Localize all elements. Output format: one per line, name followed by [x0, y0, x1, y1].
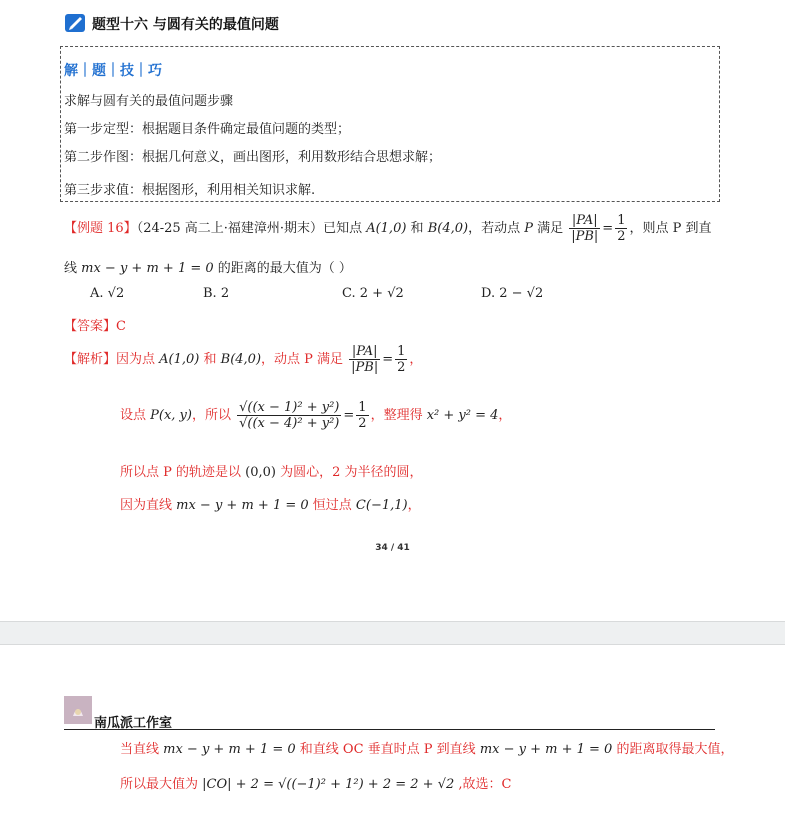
analysis-text: ，所以 [191, 408, 236, 423]
analysis-line-1 [64, 344, 422, 375]
line-equation: mx − y + m + 1 = 0 [81, 261, 214, 276]
point-b: B(4,0) [427, 221, 469, 236]
fraction-denominator: 2 [358, 416, 367, 431]
option-label: B. [203, 286, 217, 301]
studio-logo [64, 696, 92, 724]
option-label: D. [481, 286, 496, 301]
analysis-line-3 [120, 461, 423, 480]
half-fraction [356, 400, 368, 431]
fraction-denominator: √((x − 4)² + y²) [239, 416, 340, 431]
tips-step-3: 第三步求值：根据图形，利用相关知识求解. [64, 183, 316, 198]
analysis-line-4 [120, 494, 421, 513]
page-break [0, 621, 785, 645]
fraction-numerator: |PA| [569, 213, 600, 229]
analysis-text: 所以最大值为 [120, 777, 203, 792]
fraction-numerator: 1 [358, 400, 367, 415]
fraction-denominator: 2 [397, 360, 406, 375]
analysis-label: 【解析】 [64, 352, 117, 367]
analysis-text: ,故选：C [454, 777, 512, 792]
section-icon [64, 12, 88, 34]
equals-sign: = [343, 408, 355, 423]
option-label: A. [90, 286, 104, 301]
section-title: 题型十六 与圆有关的最值问题 [92, 17, 279, 33]
analysis-text: 所以点 P 的轨迹是以 [120, 465, 246, 480]
example-text: ，则点 P 到直 [629, 221, 712, 236]
fraction-numerator: 1 [397, 344, 406, 359]
analysis-text: ，整理得 [370, 408, 427, 423]
equals-sign: = [602, 221, 614, 236]
header-rule [64, 729, 715, 730]
option-value: √2 [107, 286, 125, 301]
equals-sign: = [382, 352, 394, 367]
analysis-text: 和 [199, 352, 221, 367]
ratio-fraction [569, 213, 600, 244]
tips-heading: 解｜题｜技｜巧 [64, 63, 162, 79]
analysis-text: 为圆心，2 为半径的圆， [275, 465, 423, 480]
tips-intro: 求解与圆有关的最值问题步骤 [64, 94, 234, 109]
analysis-text: 当直线 [120, 742, 164, 757]
point-a: A(1,0) [159, 352, 200, 367]
example-text: 和 [406, 221, 428, 236]
example-text: ，若动点 [468, 221, 525, 236]
tips-step-2: 第二步作图：根据几何意义，画出图形，利用数形结合思想求解； [64, 150, 442, 165]
analysis-text: 的距离取得最大值， [612, 742, 734, 757]
half-fraction [615, 213, 627, 244]
analysis-line-6 [120, 773, 511, 792]
answer-label: 【答案】 [64, 319, 117, 334]
point-p: P [524, 221, 533, 236]
option-value: 2 − √2 [499, 286, 544, 301]
option-a[interactable] [90, 286, 124, 301]
circle-equation: x² + y² = 4 [426, 408, 499, 423]
analysis-line-5 [120, 738, 733, 757]
point-a: A(1,0) [366, 221, 407, 236]
line-equation: mx − y + m + 1 = 0 [176, 498, 309, 513]
example-line-1 [64, 213, 711, 244]
ratio-fraction [349, 344, 380, 375]
analysis-line-2 [120, 400, 511, 431]
analysis-text: 恒过点 [308, 498, 356, 513]
analysis-text: ，动点 P 满足 [261, 352, 348, 367]
point-c: C(−1,1) [355, 498, 408, 513]
max-value-expression: |CO| + 2 = √((−1)² + 1²) + 2 = 2 + √2 [202, 777, 455, 792]
half-fraction [395, 344, 407, 375]
page-number: 34 / 41 [375, 543, 410, 553]
fraction-denominator: |PB| [571, 229, 599, 244]
fraction-numerator: 1 [617, 213, 626, 228]
analysis-text: ， [498, 408, 512, 423]
example-text: 已知点 [323, 221, 367, 236]
fraction-denominator: 2 [617, 229, 626, 244]
option-d[interactable] [481, 286, 543, 301]
analysis-text: ， [409, 352, 423, 367]
point-p-xy: P(x, y) [150, 408, 192, 423]
tips-step-1: 第一步定型：根据题目条件确定最值问题的类型； [64, 122, 351, 137]
fraction-denominator: |PB| [351, 360, 379, 375]
studio-name: 南瓜派工作室 [94, 716, 173, 731]
fraction-numerator: |PA| [349, 344, 380, 360]
example-source: （24-25 高二上·福建漳州·期末） [136, 221, 324, 236]
analysis-text: 因为直线 [120, 498, 177, 513]
fraction-numerator: √((x − 1)² + y²) [239, 400, 340, 415]
option-label: C. [342, 286, 356, 301]
analysis-text: 和直线 OC 垂直时点 P 到直线 [295, 742, 480, 757]
example-label: 【例题 16】 [64, 221, 137, 236]
option-value: 2 + √2 [359, 286, 404, 301]
example-text: 满足 [532, 221, 568, 236]
option-c[interactable] [342, 286, 404, 301]
origin-point: (0,0) [245, 465, 276, 480]
analysis-text: 因为点 [116, 352, 160, 367]
analysis-text: ， [407, 498, 421, 513]
answer-value: C [116, 319, 126, 334]
option-b[interactable] [203, 286, 229, 301]
example-text: 线 [64, 261, 82, 276]
distance-fraction [237, 400, 341, 431]
example-text: 的距离的最大值为（ ） [213, 261, 352, 276]
point-b: B(4,0) [220, 352, 262, 367]
example-line-2 [64, 257, 352, 276]
line-equation: mx − y + m + 1 = 0 [479, 742, 613, 757]
line-equation: mx − y + m + 1 = 0 [163, 742, 296, 757]
answer-line [64, 315, 126, 334]
analysis-text: 设点 [120, 408, 151, 423]
option-value: 2 [220, 286, 230, 301]
